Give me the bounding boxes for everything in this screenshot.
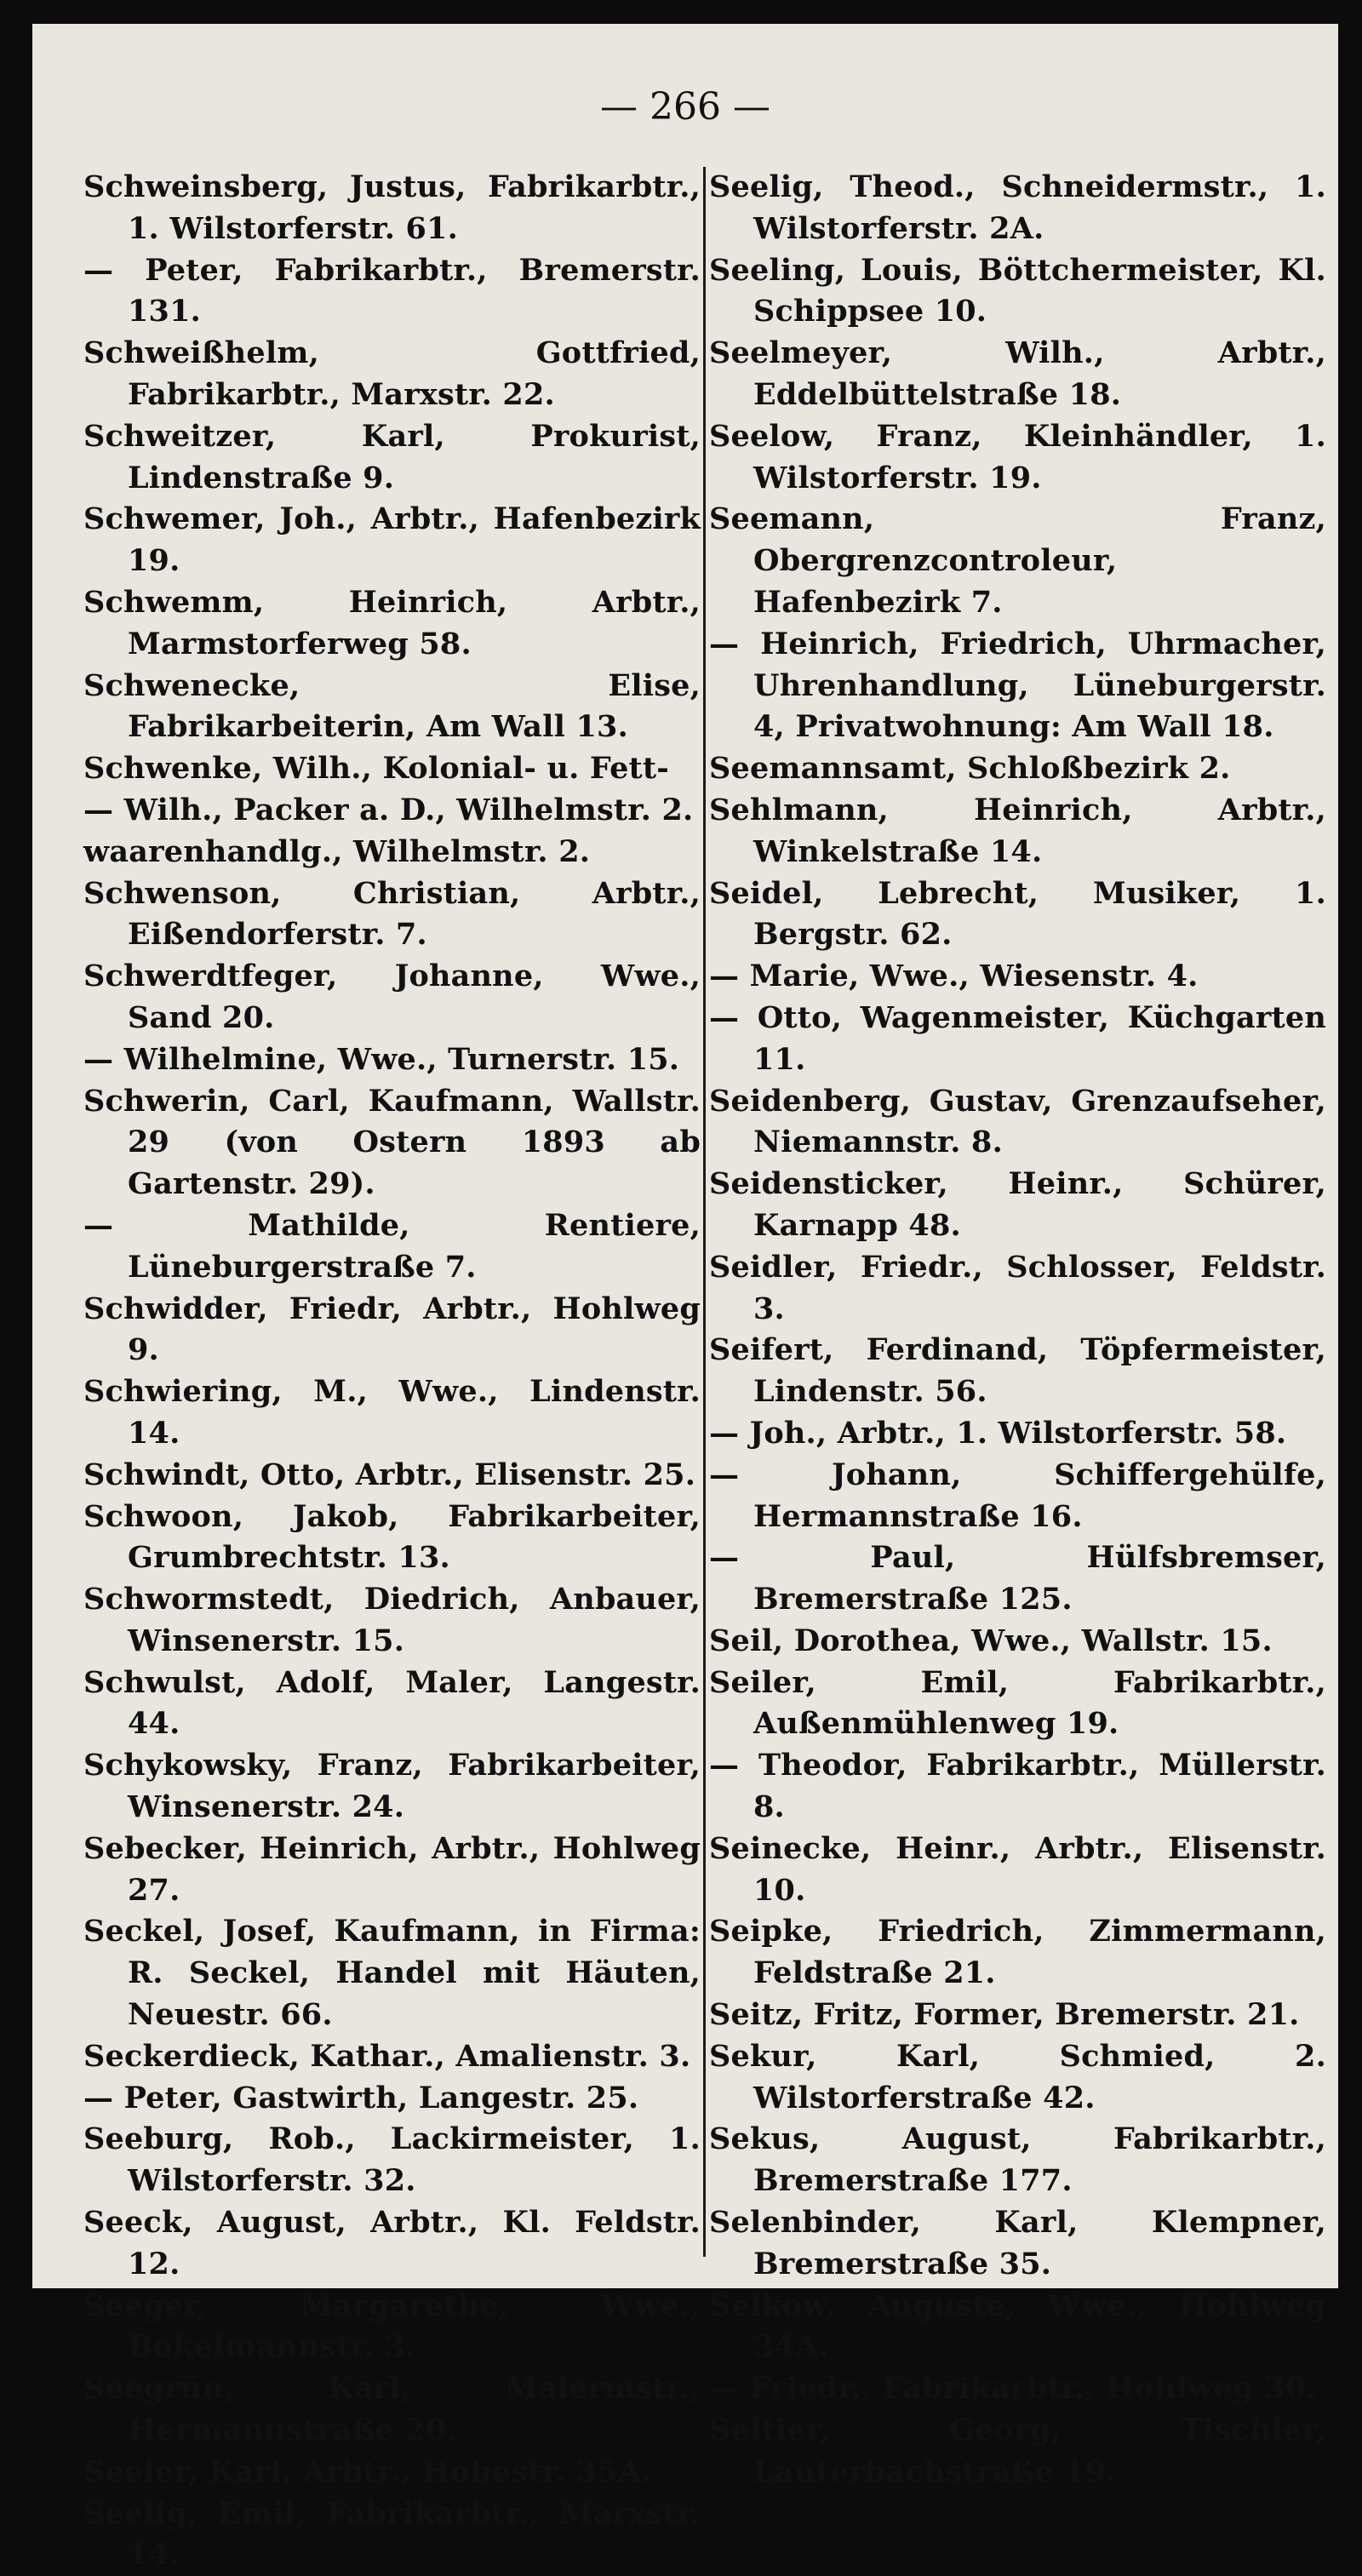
directory-entry: — Otto, Wagenmeister, Küchgarten 11. bbox=[709, 999, 1326, 1077]
directory-entry: Schwerdtfeger, Johanne, Wwe., Sand 20. bbox=[83, 959, 701, 1035]
column-divider bbox=[703, 167, 706, 2257]
directory-entry: Seidensticker, Heinr., Schürer, Karnapp 48. bbox=[709, 1166, 1326, 1243]
directory-entry: Schwoon, Jakob, Fabrikarbeiter, Grumbrechtstr. 13. bbox=[83, 1498, 701, 1576]
directory-entry: Seelig, Emil, Fabrikarbtr., Marxstr. 14. bbox=[83, 2495, 701, 2573]
directory-entry: Seltier, Georg, Tischler, Lauterbachstraße 19. bbox=[709, 2413, 1326, 2489]
directory-entry: Seinecke, Heinr., Arbtr., Elisenstr. 10. bbox=[709, 1830, 1326, 1908]
page-number: — 266 — bbox=[600, 85, 770, 129]
directory-entry: Seelow, Franz, Kleinhändler, 1. Wilstorferstr. 19. bbox=[709, 418, 1326, 495]
directory-entry: Schykowsky, Franz, Fabrikarbeiter, Winsenerstr. 24. bbox=[83, 1748, 701, 1825]
directory-entry: — Friedr., Fabrikarbtr., Hohlweg 30. bbox=[709, 2371, 1317, 2407]
directory-entry: Seelig, Theod., Schneidermstr., 1. Wilstorferstr. 2A. bbox=[709, 169, 1326, 246]
directory-entry: waarenhandlg., Wilhelmstr. 2. bbox=[83, 833, 591, 869]
directory-entry: Selkow, Auguste, Wwe., Hohlweg 34A. bbox=[709, 2287, 1326, 2365]
directory-entry: Seifert, Ferdinand, Töpfermeister, Lindenstr. 56. bbox=[709, 1332, 1326, 1410]
directory-entry: Schwenke, Wilh., Kolonial- u. Fett- bbox=[83, 751, 669, 787]
directory-entry: Seelmeyer, Wilh., Arbtr., Eddelbüttelstraße 18. bbox=[709, 335, 1326, 412]
directory-entry: — Wilhelmine, Wwe., Turnerstr. 15. bbox=[83, 1041, 680, 1077]
directory-entry: Selenbinder, Karl, Klempner, Bremerstraße 35. bbox=[709, 2205, 1326, 2281]
directory-page bbox=[32, 24, 1338, 2573]
directory-entry: Schweinsberg, Justus, Fabrikarbtr., 1. Wilstorferstr. 61. bbox=[83, 169, 701, 246]
directory-entry: — Paul, Hülfsbremser, Bremerstraße 125. bbox=[709, 1540, 1326, 1617]
directory-entry: Schwiering, M., Wwe., Lindenstr. 14. bbox=[83, 1374, 701, 1451]
directory-entry: Schwenson, Christian, Arbtr., Eißendorferstr. 7. bbox=[83, 875, 701, 953]
directory-entry: Schwormstedt, Diedrich, Anbauer, Winsenerstr. 15. bbox=[83, 1582, 701, 1658]
directory-entry: Schwemer, Joh., Arbtr., Hafenbezirk 19. bbox=[83, 501, 701, 579]
directory-entry: Seeling, Louis, Böttchermeister, Kl. Schippsee 10. bbox=[709, 252, 1326, 329]
directory-entry: Sekur, Karl, Schmied, 2. Wilstorferstraße 42. bbox=[709, 2038, 1326, 2115]
directory-entry: — Peter, Fabrikarbtr., Bremerstr. 131. bbox=[83, 252, 701, 329]
directory-entry: Seidler, Friedr., Schlosser, Feldstr. 3. bbox=[709, 1249, 1326, 1326]
directory-entry: Seegrün, Karl, Malermstr., Hermannstraße 20. bbox=[83, 2371, 701, 2448]
directory-entry: — Mathilde, Rentiere, Lüneburgerstraße 7. bbox=[83, 1207, 701, 1285]
directory-entry: Seeburg, Rob., Lackirmeister, 1. Wilstorferstr. 32. bbox=[83, 2121, 701, 2199]
directory-entry: Schwerin, Carl, Kaufmann, Wallstr. 29 (von Ostern 1893 ab Gartenstr. 29). bbox=[83, 1083, 701, 1202]
directory-entry: — Wilh., Packer a. D., Wilhelmstr. 2. bbox=[83, 792, 694, 827]
directory-entry: Seeler, Karl, Arbtr., Hohestr. 35A. bbox=[83, 2453, 652, 2489]
directory-entry: — Marie, Wwe., Wiesenstr. 4. bbox=[709, 959, 1199, 994]
directory-entry: — Theodor, Fabrikarbtr., Müllerstr. 8. bbox=[709, 1748, 1326, 1825]
directory-entry: Sebecker, Heinrich, Arbtr., Hohlweg 27. bbox=[83, 1830, 701, 1908]
directory-entry: Schwenecke, Elise, Fabrikarbeiterin, Am Wall 13. bbox=[83, 667, 701, 745]
directory-entry: Seipke, Friedrich, Zimmermann, Feldstraße 21. bbox=[709, 1914, 1326, 1991]
directory-entry: Schweißhelm, Gottfried, Fabrikarbtr., Marxstr. 22. bbox=[83, 335, 701, 412]
directory-entry: Schweitzer, Karl, Prokurist, Lindenstraße 9. bbox=[83, 418, 701, 495]
directory-entry: Schwidder, Friedr, Arbtr., Hohlweg 9. bbox=[83, 1291, 701, 1368]
directory-entry: — Heinrich, Friedrich, Uhrmacher, Uhrenhandlung, Lüneburgerstr. 4, Privatwohnung: Am Wall 18. bbox=[709, 626, 1326, 745]
directory-entry: Seidel, Lebrecht, Musiker, 1. Bergstr. 62. bbox=[709, 875, 1326, 953]
directory-entry: Seemannsamt, Schloßbezirk 2. bbox=[709, 751, 1231, 787]
directory-entry: Sehlmann, Heinrich, Arbtr., Winkelstraße 14. bbox=[709, 792, 1326, 869]
right-column bbox=[709, 167, 1326, 2493]
directory-entry: Seeger, Margarethe, Wwe., Bokelmannstr. 3. bbox=[83, 2287, 701, 2365]
directory-entry: — Joh., Arbtr., 1. Wilstorferstr. 58. bbox=[709, 1415, 1287, 1451]
directory-entry: Seeck, August, Arbtr., Kl. Feldstr. 12. bbox=[83, 2205, 701, 2281]
directory-entry: Seidenberg, Gustav, Grenzaufseher, Niemannstr. 8. bbox=[709, 1083, 1326, 1160]
directory-entry: Seckerdieck, Kathar., Amalienstr. 3. bbox=[83, 2038, 691, 2074]
directory-entry: Seckel, Josef, Kaufmann, in Firma: R. Seckel, Handel mit Häuten, Neuestr. 66. bbox=[83, 1914, 701, 2033]
directory-entry: Seil, Dorothea, Wwe., Wallstr. 15. bbox=[709, 1623, 1273, 1658]
left-column bbox=[83, 167, 701, 2576]
directory-entry: Sekus, August, Fabrikarbtr., Bremerstraße 177. bbox=[709, 2121, 1326, 2199]
directory-entry: Seitz, Fritz, Former, Bremerstr. 21. bbox=[709, 1997, 1300, 2033]
directory-entry: Seiler, Emil, Fabrikarbtr., Außenmühlenweg 19. bbox=[709, 1664, 1326, 1742]
directory-entry: Schwemm, Heinrich, Arbtr., Marmstorferweg 58. bbox=[83, 584, 701, 661]
directory-entry: Seemann, Franz, Obergrenzcontroleur, Hafenbezirk 7. bbox=[709, 501, 1326, 620]
directory-entry: — Johann, Schiffergehülfe, Hermannstraße 16. bbox=[709, 1457, 1326, 1534]
directory-entry: Schwindt, Otto, Arbtr., Elisenstr. 25. bbox=[83, 1457, 696, 1492]
directory-entry: — Peter, Gastwirth, Langestr. 25. bbox=[83, 2080, 639, 2115]
directory-entry: Schwulst, Adolf, Maler, Langestr. 44. bbox=[83, 1664, 701, 1742]
